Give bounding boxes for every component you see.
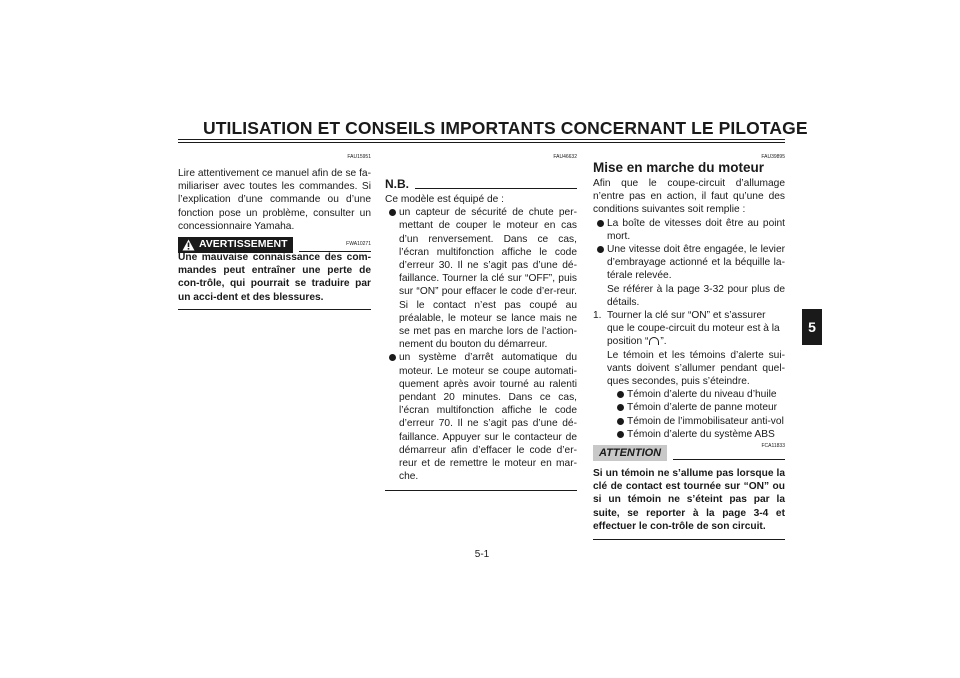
list-item-text: Témoin de l’immobilisateur anti-vol <box>627 415 784 427</box>
bullet-icon <box>617 418 624 425</box>
section-intro: Afin que le coupe-circuit d’allumage n’entre pas en action, il faut qu’une des conditions suivantes soit remplie : <box>593 178 785 216</box>
note-rule <box>415 188 577 189</box>
reference-code: FWA10271 <box>346 241 371 248</box>
list-item <box>385 206 577 351</box>
bullet-icon <box>617 404 624 411</box>
column-1 <box>178 154 371 310</box>
warning-label: AVERTISSEMENT <box>199 238 288 251</box>
reference-code: FAU46632 <box>553 154 577 160</box>
list-item-text: Témoin d’alerte du niveau d’huile <box>627 389 777 401</box>
warning-triangle-icon <box>182 239 195 251</box>
list-item <box>593 243 785 309</box>
intro-paragraph: Lire attentivement ce manuel afin de se fa-miliariser avec toutes les commandes. Si l’explication d’une commande ou d’une fonction pose un problème, consulter un concessionnaire Yamaha. <box>178 168 371 232</box>
step-1 <box>593 309 785 441</box>
list-item-text: Une vitesse doit être engagée, le levier d’embrayage actionné et la béquille la-térale relevée. <box>607 244 785 282</box>
list-item-text: Témoin d’alerte du système ABS <box>627 428 775 440</box>
list-item-text: un capteur de sécurité de chute per-mettant de couper le moteur en cas d’un renversement. Dans ce cas, l’écran multifonction affiche le code d’erreur 30. Il ne s’agit pas d’une dé-faillance. Tourner la clé sur “OFF”, puis sur “ON” pour effacer le code d’er-reur. Si le contact n’est pas coupé au préalable, le moteur se lance mais ne se met pas en marche lors de l’action-nement du bouton du démarreur. <box>399 207 577 351</box>
note-end-rule <box>385 490 577 491</box>
attention-text: Si un témoin ne s’allume pas lorsque la clé de contact est tournée sur “ON” ou si un témoin ne s’éteint pas par la suite, se reporter à la page 3-4 et effectuer le con-trôle de son circuit. <box>593 468 785 532</box>
bullet-icon <box>617 391 624 398</box>
list-item <box>613 428 785 441</box>
page-number: 5-1 <box>474 549 490 560</box>
warning-text: Une mauvaise connaissance des com-mandes peut entraîner une perte de con-trôle, qui pourrait se traduire par un acci-dent et des blessures. <box>178 252 371 303</box>
list-item <box>613 415 785 428</box>
list-item-text: un système d’arrêt automatique du moteur. Le moteur se coupe automati-quement après avoir tourné au ralenti pendant 20 minutes. Dans ce cas, l’écran multifonction affiche le code d’erreur 70. Il ne s’agit pas d’une dé-faillance. Appuyer sur le contacteur de démarreur afin d’effacer le code d’er-reur et de remettre le moteur en mar-che. <box>399 352 577 483</box>
bullet-icon <box>617 431 624 438</box>
engine-stop-switch-run-icon <box>649 337 659 345</box>
header-rule-top <box>178 139 785 140</box>
bullet-icon <box>597 246 604 253</box>
reference-code: FAU15951 <box>347 154 371 160</box>
list-item <box>385 351 577 483</box>
reference-code: FCA11833 <box>761 443 785 450</box>
page-title: UTILISATION ET CONSEILS IMPORTANTS CONCERNANT LE PILOTAGE <box>203 118 808 138</box>
list-item <box>613 388 785 401</box>
step-number: 1. <box>593 310 602 322</box>
attention-end-rule <box>593 539 785 540</box>
bullet-icon <box>597 220 604 227</box>
attention-badge: ATTENTION <box>593 445 667 461</box>
note-intro: Ce modèle est équipé de : <box>385 194 504 205</box>
warning-end-rule <box>178 309 371 310</box>
column-2 <box>385 154 577 491</box>
condition-list <box>593 217 785 309</box>
indicator-list <box>613 388 785 441</box>
reference-code: FAU39895 <box>761 154 785 160</box>
note-header <box>385 177 577 191</box>
list-item-text: Témoin d’alerte de panne moteur <box>627 402 778 414</box>
chapter-tab[interactable]: 5 <box>802 309 822 345</box>
note-title: N.B. <box>385 177 409 191</box>
attention-header <box>593 445 785 461</box>
bullet-icon <box>389 354 396 361</box>
list-item <box>613 401 785 414</box>
list-item-text: La boîte de vitesses doit être au point mort. <box>607 217 785 242</box>
list-item <box>593 217 785 243</box>
step-text-2: Le témoin et les témoins d’alerte sui-vants doivent s’allumer pendant quel-ques secondes, puis s’éteindre. <box>607 349 785 388</box>
header-rule-bottom <box>178 142 785 143</box>
section-title: Mise en marche du moteur <box>593 160 765 175</box>
step-text: Tourner la clé sur “ON” et s’assurer que le coupe-circuit du moteur est à la position “ ”. <box>607 310 780 348</box>
list-item-subtext: Se référer à la page 3-32 pour plus de détails. <box>607 283 785 308</box>
column-3 <box>593 154 785 540</box>
attention-rule <box>673 459 785 460</box>
bullet-icon <box>389 209 396 216</box>
note-bullet-list <box>385 206 577 483</box>
